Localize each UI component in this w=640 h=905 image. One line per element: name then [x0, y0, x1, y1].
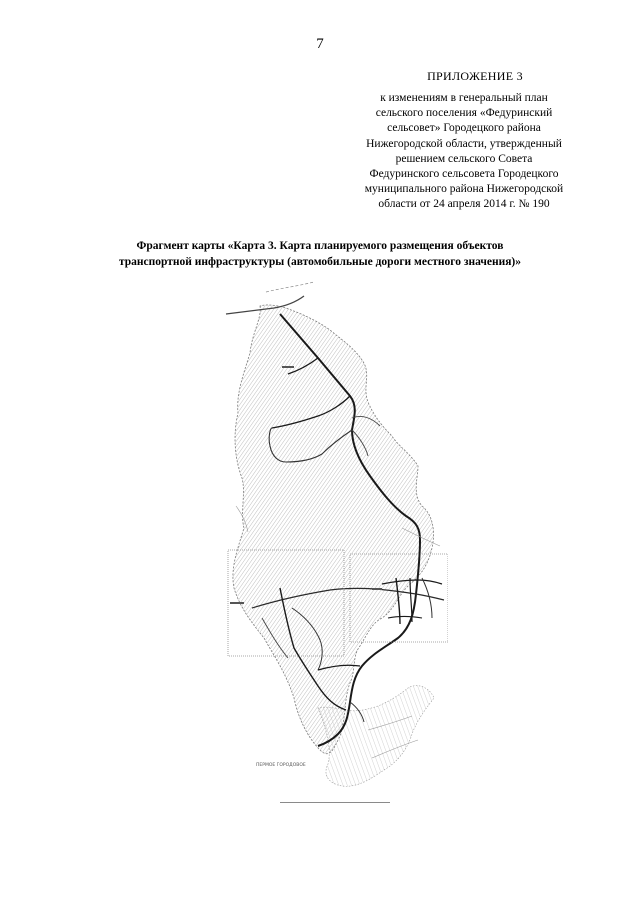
village-street-5 — [422, 578, 432, 618]
map-heading: Фрагмент карты «Карта 3. Карта планируемого размещения объектов транспортной инфраструктуры (автомобильные дороги местного значения)» — [118, 240, 522, 268]
appendix-title: ПРИЛОЖЕНИЕ 3 — [427, 69, 523, 83]
settlement-marker-3 — [230, 602, 244, 604]
map-place-label: ПЕРМОЕ ГОРОДОВОЕ — [256, 763, 306, 768]
territory-area — [233, 305, 434, 754]
map-fragment — [222, 278, 448, 792]
top-boundary-line — [266, 282, 314, 292]
page-number: 7 — [316, 36, 324, 52]
settlement-marker-2 — [372, 588, 382, 590]
appendix-description: к изменениям в генеральный план сельского поселения «Федуринский сельсовет» Городецкого района Нижегородской области, утвержденный решением сельского Совета Федуринского сельсовета Городецкого муниципального района Нижегородской области от 24 апреля 2014 г. № 190 — [364, 92, 564, 211]
footer-separator-line — [280, 802, 390, 803]
village-street-4 — [388, 617, 422, 619]
village-street-2 — [410, 578, 412, 622]
settlement-marker-1 — [282, 366, 294, 368]
